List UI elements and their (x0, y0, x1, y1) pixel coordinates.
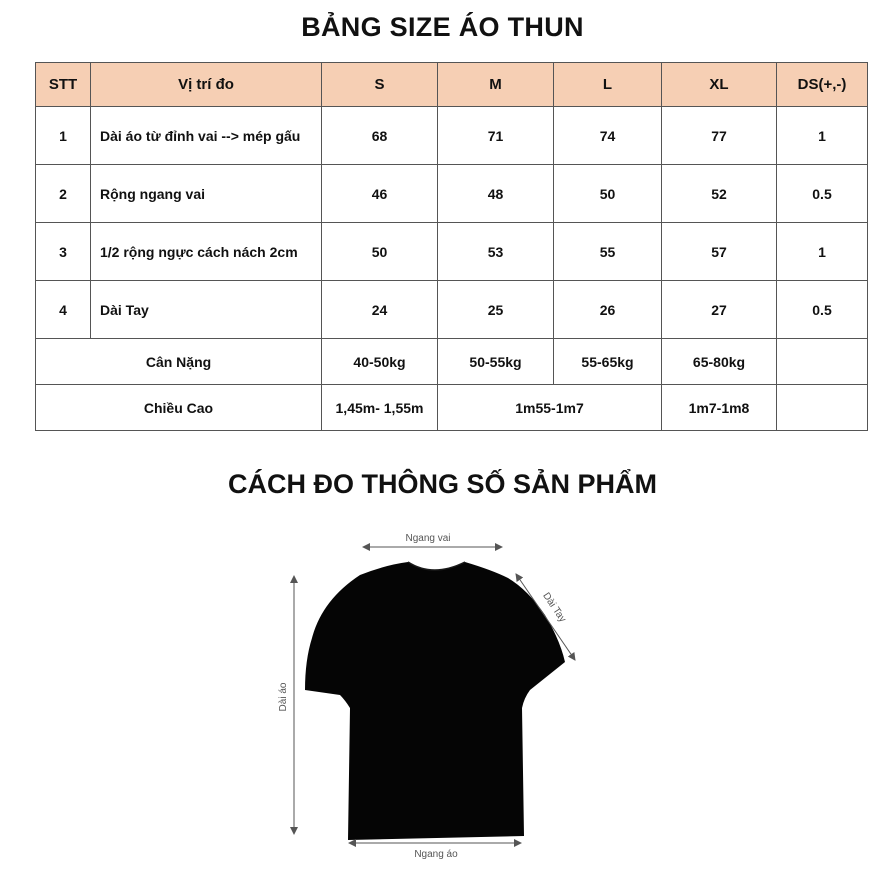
cell-ds: 1 (777, 107, 868, 165)
cell-l: 26 (554, 281, 662, 339)
weight-s: 40-50kg (322, 339, 438, 385)
cell-m: 71 (438, 107, 554, 165)
cell-ds: 1 (777, 223, 868, 281)
cell-stt: 2 (36, 165, 91, 223)
header-size-l: L (554, 63, 662, 107)
height-ml: 1m55-1m7 (438, 385, 662, 431)
cell-m: 48 (438, 165, 554, 223)
length-label: Dài áo (278, 682, 289, 712)
cell-position: 1/2 rộng ngực cách nách 2cm (91, 223, 322, 281)
cell-position: Dài áo từ đỉnh vai --> mép gấu (91, 107, 322, 165)
cell-s: 68 (322, 107, 438, 165)
page-title: BẢNG SIZE ÁO THUN (301, 12, 584, 42)
tshirt-silhouette (305, 562, 565, 840)
height-label: Chiều Cao (36, 385, 322, 431)
cell-m: 25 (438, 281, 554, 339)
cell-s: 24 (322, 281, 438, 339)
cell-ds: 0.5 (777, 165, 868, 223)
cell-l: 50 (554, 165, 662, 223)
header-stt: STT (36, 63, 91, 107)
weight-xl: 65-80kg (662, 339, 777, 385)
header-tolerance: DS(+,-) (777, 63, 868, 107)
cell-s: 50 (322, 223, 438, 281)
weight-label: Cân Nặng (36, 339, 322, 385)
cell-l: 74 (554, 107, 662, 165)
header-size-m: M (438, 63, 554, 107)
header-position: Vị trí đo (91, 63, 322, 107)
shoulder-label: Ngang vai (405, 533, 451, 544)
cell-m: 53 (438, 223, 554, 281)
cell-xl: 27 (662, 281, 777, 339)
width-label: Ngang áo (414, 849, 458, 860)
cell-position: Dài Tay (91, 281, 322, 339)
cell-xl: 52 (662, 165, 777, 223)
cell-s: 46 (322, 165, 438, 223)
cell-stt: 1 (36, 107, 91, 165)
weight-m: 50-55kg (438, 339, 554, 385)
cell-l: 55 (554, 223, 662, 281)
cell-position: Rộng ngang vai (91, 165, 322, 223)
cell-stt: 3 (36, 223, 91, 281)
height-xl: 1m7-1m8 (662, 385, 777, 431)
header-size-xl: XL (662, 63, 777, 107)
cell-xl: 57 (662, 223, 777, 281)
height-s: 1,45m- 1,55m (322, 385, 438, 431)
cell-xl: 77 (662, 107, 777, 165)
header-size-s: S (322, 63, 438, 107)
measure-guide-title: CÁCH ĐO THÔNG SỐ SẢN PHẨM (227, 469, 657, 499)
sleeve-label: Dài Tay (540, 590, 568, 625)
cell-stt: 4 (36, 281, 91, 339)
cell-ds: 0.5 (777, 281, 868, 339)
weight-l: 55-65kg (554, 339, 662, 385)
